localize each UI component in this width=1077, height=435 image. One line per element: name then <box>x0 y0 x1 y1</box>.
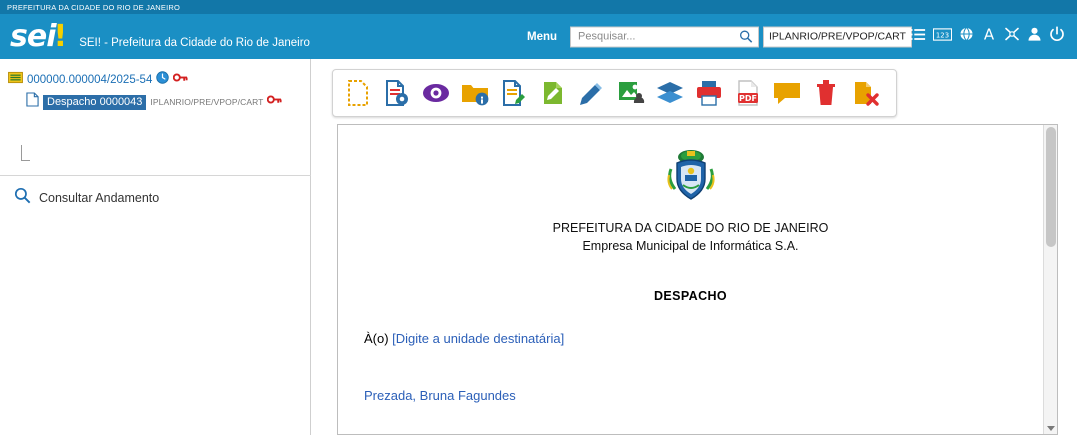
document-body <box>338 125 1043 434</box>
document-greeting: Prezada, Bruna Fagundes <box>364 388 516 404</box>
document-vertical-scrollbar[interactable] <box>1043 125 1057 434</box>
tree-row-document[interactable] <box>8 93 310 111</box>
header-subtitle: SEI! - Prefeitura da Cidade do Rio de Janeiro <box>79 36 310 49</box>
document-toolbar <box>332 69 897 117</box>
svg-text:PDF: PDF <box>739 94 757 103</box>
menu-list-icon[interactable] <box>908 27 926 46</box>
user-icon[interactable] <box>1027 27 1042 47</box>
cancel-document-button[interactable] <box>847 75 883 111</box>
process-number-link[interactable]: 000000.000004/2025-54 <box>27 74 153 86</box>
edit-document-button[interactable] <box>496 75 532 111</box>
marker-button[interactable] <box>574 75 610 111</box>
folder-info-button[interactable] <box>457 75 493 111</box>
power-icon[interactable] <box>1049 26 1065 47</box>
document-preview-frame <box>337 124 1058 435</box>
rio-de-janeiro-coat-of-arms-icon <box>364 145 1017 207</box>
search-box[interactable] <box>570 26 759 47</box>
document-settings-button[interactable] <box>379 75 415 111</box>
search-input[interactable] <box>571 27 734 46</box>
key-icon[interactable] <box>267 93 282 111</box>
top-institution-bar <box>0 0 1077 14</box>
svg-text:A: A <box>983 26 995 42</box>
view-document-button[interactable] <box>418 75 454 111</box>
pdf-button[interactable] <box>730 75 766 111</box>
sei-logo-mark: ! <box>53 18 68 54</box>
top-institution-text: PREFEITURA DA CIDADE DO RIO DE JANEIRO <box>7 2 181 12</box>
app-header <box>0 14 1077 59</box>
document-addressee-line <box>364 331 1017 346</box>
print-button[interactable] <box>691 75 727 111</box>
org-line-2: Empresa Municipal de Informática S.A. <box>582 239 799 254</box>
current-unit-label: IPLANRIO/PRE/VPOP/CART <box>769 30 906 43</box>
globe-icon[interactable] <box>959 27 974 47</box>
menu-button[interactable]: Menu <box>527 30 558 43</box>
search-icon <box>14 187 31 209</box>
version-stack-button[interactable] <box>652 75 688 111</box>
document-content-area <box>311 59 1077 435</box>
new-document-button[interactable] <box>340 75 376 111</box>
process-folder-icon <box>8 71 23 89</box>
document-label[interactable]: Despacho 0000043 <box>43 95 146 110</box>
key-icon[interactable] <box>173 71 188 89</box>
svg-text:123: 123 <box>935 31 950 40</box>
org-line-1: PREFEITURA DA CIDADE DO RIO DE JANEIRO <box>552 221 829 235</box>
scroll-down-arrow-icon[interactable] <box>1047 426 1055 431</box>
addressee-prefix: À(o) <box>364 331 393 347</box>
tree-connector-line <box>21 145 30 161</box>
tree-row-process[interactable] <box>8 71 310 89</box>
scrollbar-thumb[interactable] <box>1046 127 1056 247</box>
current-unit-selector[interactable] <box>763 26 912 47</box>
clock-icon[interactable] <box>156 71 169 89</box>
comment-button[interactable] <box>769 75 805 111</box>
sidebar-divider <box>0 175 311 176</box>
document-title: DESPACHO <box>653 289 728 304</box>
delete-button[interactable] <box>808 75 844 111</box>
consult-progress-item[interactable] <box>14 187 159 209</box>
header-icon-group <box>908 26 1065 47</box>
document-unit-label: IPLANRIO/PRE/VPOP/CART <box>150 97 264 107</box>
process-tree-panel <box>0 59 311 435</box>
consult-progress-label: Consultar Andamento <box>39 191 160 205</box>
sei-logo-text: sei <box>10 18 56 54</box>
addressee-placeholder[interactable]: [Digite a unidade destinatária] <box>392 331 565 347</box>
sign-document-button[interactable] <box>535 75 571 111</box>
search-icon[interactable] <box>734 27 758 46</box>
document-org-header <box>364 219 1017 255</box>
font-size-icon[interactable] <box>981 27 997 47</box>
numbers-icon[interactable] <box>933 27 952 46</box>
process-tree <box>0 59 310 111</box>
accessibility-icon[interactable] <box>1004 27 1020 47</box>
document-icon <box>26 92 39 112</box>
sei-logo[interactable] <box>0 18 310 54</box>
user-signature-button[interactable] <box>613 75 649 111</box>
